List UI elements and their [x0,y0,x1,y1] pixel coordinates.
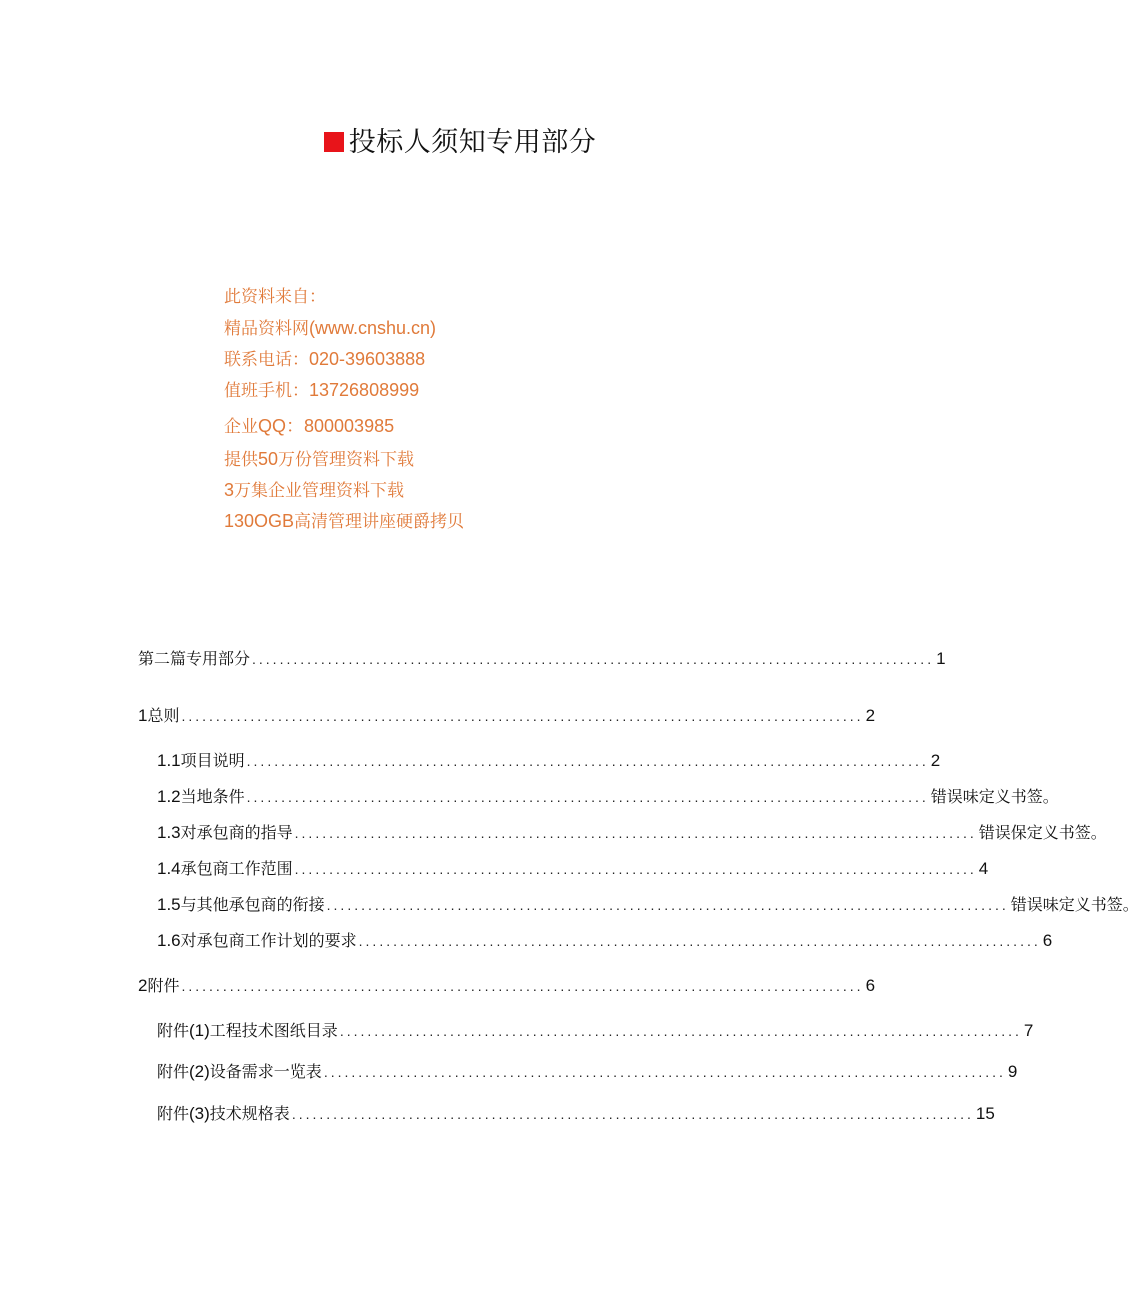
toc-entry[interactable] [157,1059,1018,1082]
toc-leader: ................................................................................................... [181,708,864,724]
toc-number: 2 [138,976,148,995]
toc-label: 对承包商的指导 [180,823,293,842]
toc-page: 15 [975,1104,995,1123]
promo-line-offer2: 3万集企业管理资料下载 [224,480,405,501]
toc-number: 1.5 [157,895,181,914]
page-title [0,120,920,159]
toc-leader: ................................................................................................... [358,933,1041,949]
toc-leader: ................................................................................................... [294,825,977,841]
toc-entry[interactable] [138,646,946,669]
toc-page: 7 [1023,1021,1034,1040]
toc-number: 1.3 [157,823,181,842]
promo-line-qq: 企业QQ：800003985 [224,416,395,437]
toc-label: 附件(3)技术规格表 [157,1104,290,1123]
toc-leader: ................................................................................................... [246,753,929,769]
toc-entry[interactable] [138,973,876,996]
toc-page: 6 [865,976,876,995]
toc-label: 项目说明 [180,751,245,770]
toc-number: 1.2 [157,787,181,806]
promo-line-site: 精品资料网(www.cnshu.cn) [224,318,437,339]
toc-number: 1 [138,706,148,725]
toc-page: 4 [978,859,989,878]
toc-entry[interactable] [157,784,1059,807]
toc-leader: ................................................................................................... [246,789,929,805]
promo-line-phone: 联系电话：020-39603888 [224,349,426,370]
toc-label: 附件(1)工程技术图纸目录 [157,1021,338,1040]
toc-label: 总则 [147,706,180,725]
toc-number: 1.4 [157,859,181,878]
promo-line-source: 此资料来自： [224,287,326,307]
toc-entry[interactable] [157,1101,995,1124]
toc-entry[interactable] [157,820,1107,843]
toc-leader: ................................................................................................... [294,861,977,877]
toc-page: 2 [930,751,941,770]
toc-page: 2 [865,706,876,725]
toc-entry[interactable] [138,703,876,726]
toc-leader: ................................................................................................... [323,1064,1006,1080]
toc-page: 6 [1042,931,1053,950]
toc-page: 9 [1007,1062,1018,1081]
red-square-bullet-icon [324,132,344,152]
promo-line-offer1: 提供50万份管理资料下载 [224,449,415,470]
toc-leader: ................................................................................................... [181,978,864,994]
toc-page: 错误味定义书签。 [1010,895,1139,914]
toc-leader: ................................................................................................... [291,1106,974,1122]
promo-line-offer3: 130OGB高清管理讲座硬爵拷贝 [224,511,465,532]
toc-leader: ................................................................................................... [252,651,935,667]
promo-line-mobile: 值班手机：13726808999 [224,380,420,401]
toc-number: 1.1 [157,751,181,770]
title-text: 投标人须知专用部分 [348,127,597,158]
toc-label: 附件(2)设备需求一览表 [157,1062,322,1081]
toc-label: 附件 [147,976,180,995]
toc-entry[interactable] [157,928,1053,951]
toc-entry[interactable] [157,748,941,771]
toc-page: 错误保定义书签。 [978,823,1107,842]
toc-entry[interactable] [157,892,1139,915]
toc-page: 错误味定义书签。 [930,787,1059,806]
toc-label: 当地条件 [180,787,245,806]
toc-label: 与其他承包商的衔接 [180,895,325,914]
toc-entry[interactable] [157,1018,1034,1041]
toc-label: 对承包商工作计划的要求 [180,931,357,950]
toc-number: 1.6 [157,931,181,950]
toc-label: 承包商工作范围 [180,859,293,878]
toc-page: 1 [936,649,946,668]
toc-entry[interactable] [157,856,989,879]
toc-leader: ................................................................................................... [326,897,1009,913]
toc-label: 第二篇专用部分 [138,649,251,668]
toc-leader: ................................................................................................... [339,1023,1022,1039]
